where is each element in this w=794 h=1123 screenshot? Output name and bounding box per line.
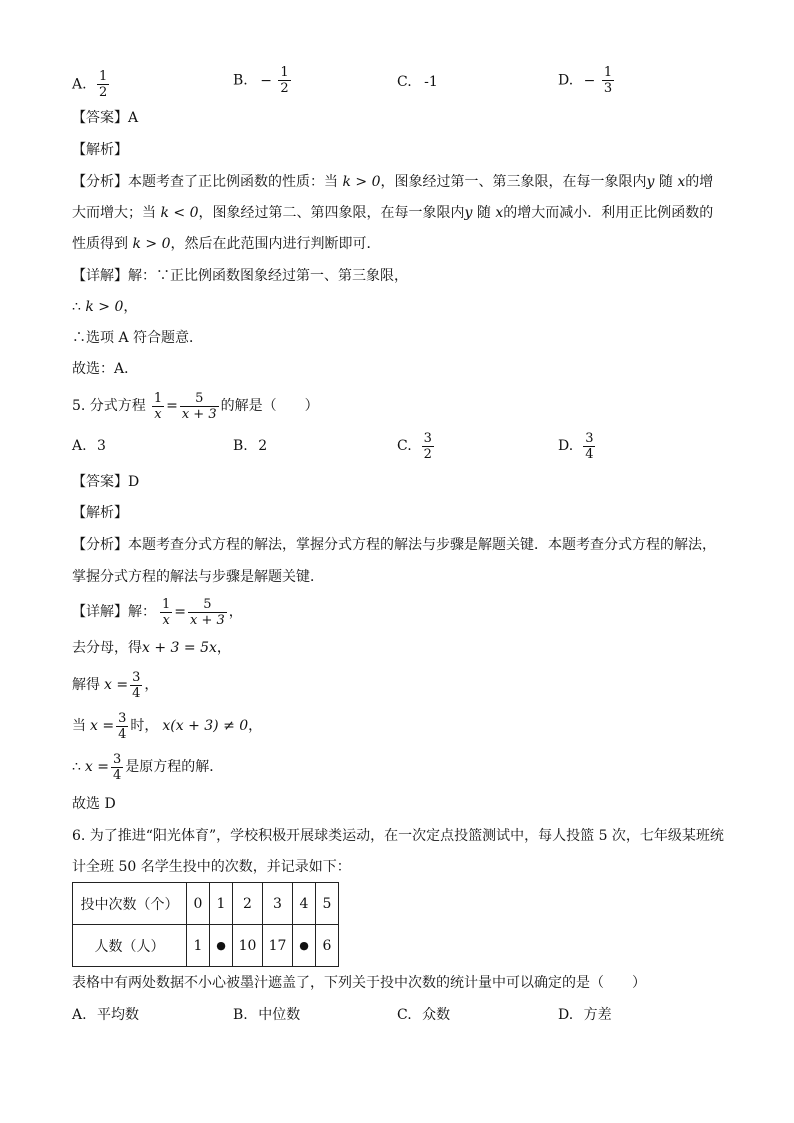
- table-cell: 10: [233, 925, 263, 967]
- q6-stem-line2: 计全班 50 名学生投中的次数，并记录如下：: [72, 859, 351, 875]
- q5-option-a: A. 3: [72, 438, 106, 454]
- q6-option-d: D. 方差: [558, 1007, 612, 1023]
- table-row: [73, 883, 339, 925]
- q5-jiexi-heading: 【解析】: [72, 505, 128, 521]
- q4-xiangjie-line4: 故选：A．: [72, 361, 139, 377]
- table-cell: 2: [233, 883, 263, 925]
- q4-xiangjie-line2: ∴ k > 0，: [72, 299, 138, 315]
- q4-fenxi-line2: 大而增大；当 k < 0，图象经过第二、第四象限，在每一象限内y 随 x的增大而减小．利用正比例函数的: [72, 205, 714, 221]
- table-cell: 1: [187, 925, 210, 967]
- table-row-header: 人数（人）: [73, 925, 187, 967]
- table-cell: 6: [316, 925, 339, 967]
- q5-xiangjie-line6: 故选 D: [72, 796, 116, 812]
- q5-xiangjie-line3: 解得 x = $\frac{3}{4}$ ，: [72, 669, 159, 701]
- q5-option-c: C. $\frac{3}{2}$: [397, 430, 432, 462]
- fraction: $\frac{1}{x}$: [162, 596, 171, 628]
- table-cell: 17: [263, 925, 293, 967]
- fraction: $\frac{3}{4}$: [585, 430, 594, 462]
- fraction: $\frac{1}{2}$: [99, 69, 108, 100]
- q6-stem-line3: 表格中有两处数据不小心被墨汁遮盖了，下列关于投中次数的统计量中可以确定的是（ ）: [72, 975, 646, 991]
- q6-option-a: A. 平均数: [72, 1007, 140, 1023]
- table-cell: 0: [187, 883, 210, 925]
- q4-fenxi-line3: 性质得到 k > 0，然后在此范围内进行判断即可．: [72, 236, 381, 252]
- table-cell: ●: [210, 925, 233, 967]
- fraction: $\frac{3}{4}$: [118, 710, 127, 742]
- q4-option-c: C. -1: [397, 74, 438, 90]
- q4-option-d: D. − $\frac{1}{3}$: [558, 65, 613, 96]
- q5-fenxi-line1: 【分析】本题考查分式方程的解法，掌握分式方程的解法与步骤是解题关键．本题考查分式方程的解法，: [72, 537, 716, 553]
- q4-xiangjie-line1: 【详解】解：∵正比例函数图象经过第一、第三象限，: [72, 268, 408, 284]
- q4-option-a: A. $\frac{1}{2}$: [72, 69, 108, 100]
- q5-option-b: B. 2: [233, 438, 268, 454]
- table-row-header: 投中次数（个）: [73, 883, 187, 925]
- q6-data-table: [72, 882, 339, 967]
- q4-answer: 【答案】A: [72, 110, 139, 126]
- q4-xiangjie-line3: ∴选项 A 符合题意．: [72, 330, 204, 346]
- q5-xiangjie-line4: 当 x = $\frac{3}{4}$ 时， x(x + 3) ≠ 0 ，: [72, 710, 263, 742]
- q4-option-b: B. − $\frac{1}{2}$: [233, 65, 289, 96]
- q5-xiangjie-line2: 去分母，得x + 3 = 5x，: [72, 640, 231, 656]
- q5-option-d: D. $\frac{3}{4}$: [558, 430, 594, 462]
- q6-option-c: C. 众数: [397, 1007, 451, 1023]
- fraction: $\frac{1}{2}$: [280, 65, 289, 96]
- fraction: $\frac{3}{2}$: [423, 430, 432, 462]
- table-cell: ●: [293, 925, 316, 967]
- fraction: $\frac{1}{3}$: [603, 65, 613, 96]
- q5-stem: 5. 分式方程 $\frac{1}{x}$ = $\frac{5}{x + 3}$ 的解是（ ）: [72, 390, 319, 422]
- table-cell: 1: [210, 883, 233, 925]
- q5-xiangjie-line1: 【详解】 解： $\frac{1}{x}$ = $\frac{5}{x + 3}$ ，: [72, 596, 243, 628]
- fraction: $\frac{3}{4}$: [132, 669, 141, 701]
- fraction: $\frac{1}{x}$: [153, 390, 163, 422]
- table-row: [73, 925, 339, 967]
- q5-xiangjie-line5: ∴ x = $\frac{3}{4}$ 是原方程的解．: [72, 751, 224, 783]
- q5-answer: 【答案】D: [72, 474, 140, 490]
- fraction: $\frac{3}{4}$: [113, 751, 122, 783]
- fraction: $\frac{5}{x + 3}$: [190, 596, 225, 628]
- table-cell: 3: [263, 883, 293, 925]
- q4-fenxi-line1: 【分析】本题考查了正比例函数的性质：当 k > 0，图象经过第一、第三象限，在每一象限内y 随 x的增: [72, 174, 714, 190]
- fraction: $\frac{5}{x + 3}$: [181, 390, 217, 422]
- q6-stem-line1: 6. 为了推进“阳光体育”，学校积极开展球类运动，在一次定点投篮测试中，每人投篮 5 次，七年级某班统: [72, 828, 724, 844]
- table-cell: 4: [293, 883, 316, 925]
- q5-fenxi-line2: 掌握分式方程的解法与步骤是解题关键．: [72, 569, 324, 585]
- q6-option-b: B. 中位数: [233, 1007, 301, 1023]
- table-cell: 5: [316, 883, 339, 925]
- q4-jiexi-heading: 【解析】: [72, 142, 128, 158]
